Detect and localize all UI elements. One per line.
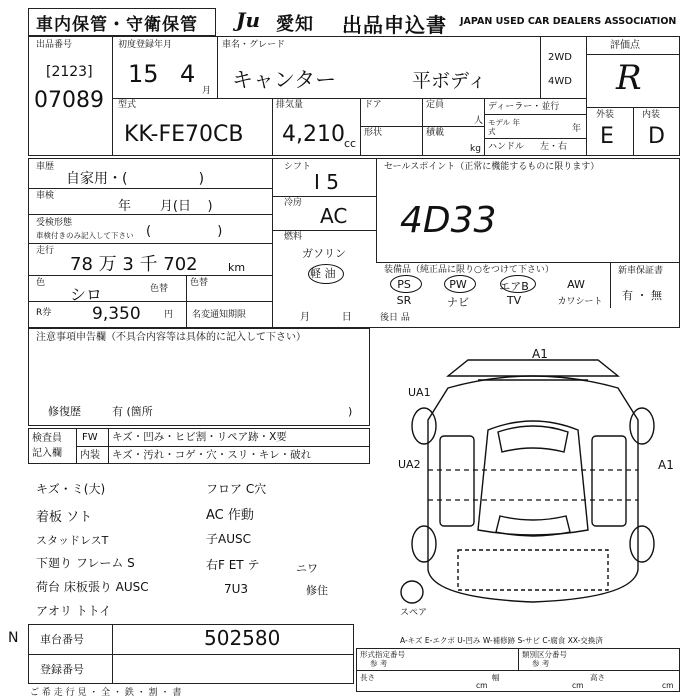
ac-label: 冷房 <box>284 198 303 208</box>
rating-value: R <box>616 58 642 98</box>
width-label: 幅 <box>492 673 500 682</box>
fw-label: FW <box>82 432 98 443</box>
size-left-label: 形式指定番号 <box>360 650 405 659</box>
equip-aw: AW <box>567 278 585 291</box>
note-right-4: 右F ET テ <box>206 558 260 572</box>
diagram-wheel-fl <box>412 408 436 444</box>
diagram-label-a1-right: A1 <box>658 458 674 472</box>
interior-inspect-label: 内装 <box>80 450 100 461</box>
model-year-label: モデル 年式 <box>488 118 521 136</box>
note-right-2: AC 作動 <box>206 508 254 523</box>
note-left-1: キズ・ミ(大) <box>36 482 106 496</box>
color-label: 色 <box>36 278 46 288</box>
diagram-left-door <box>440 436 474 526</box>
vehicle-diagram <box>388 340 678 630</box>
fuel-label: 燃料 <box>284 232 303 242</box>
diagram-bed <box>458 550 608 590</box>
door-label: ドア <box>364 100 382 110</box>
repair-value: 有 (箇所 <box>112 405 153 418</box>
org-english: JAPAN USED CAR DEALERS ASSOCIATION <box>460 16 677 27</box>
size-right-label: 類別区分番号 <box>522 650 567 659</box>
diagram-roof <box>478 421 588 535</box>
recycle-unit: 円 <box>164 310 174 320</box>
notice-label: 名変通知期限 <box>192 310 247 320</box>
exterior-value: E <box>600 124 614 149</box>
diagram-wheel-fr <box>630 408 654 444</box>
load-unit: kg <box>470 144 481 154</box>
displacement-unit: cc <box>344 137 357 150</box>
shift-label: シフト <box>284 162 312 172</box>
form-title: 出品申込書 <box>342 13 447 37</box>
warranty-options: 有 ・ 無 <box>622 289 662 302</box>
chassis-label: 車台番号 <box>40 633 84 646</box>
receipt-value: ( ) <box>146 224 223 239</box>
length-unit: cm <box>476 681 488 690</box>
note-left-5: 荷台 床板張り AUSC <box>36 580 149 594</box>
registration-month: 4 <box>180 60 196 88</box>
lot-bracket-number: [2123] <box>46 64 93 80</box>
chassis-value: 502580 <box>204 626 281 650</box>
note-right-5: 7U3 <box>224 582 249 596</box>
shape-label: 形状 <box>364 128 383 138</box>
registration-month-unit: 月 <box>202 86 212 96</box>
handle-options: 左・右 <box>540 142 568 152</box>
fuel-diesel: 軽 油 <box>310 267 336 280</box>
capacity-label: 定員 <box>426 100 445 110</box>
dealer-label: ディーラー・並行 <box>488 102 560 112</box>
spare-label: スペア <box>400 608 428 618</box>
size-left-note: 参 考 <box>370 659 388 668</box>
note-right-3: 子AUSC <box>206 532 251 546</box>
equipment-label: 装備品（純正品に限り○をつけて下さい） <box>384 265 554 275</box>
equip-ps: PS <box>397 278 411 291</box>
entry-label: 記入欄 <box>32 448 62 459</box>
displacement-value: 4,210 <box>282 122 345 147</box>
notes-label: 注意事項申告欄（不具合内容等は具体的に記入して下さい） <box>36 332 306 343</box>
size-right-note: 参 考 <box>532 659 550 668</box>
handle-label: ハンドル <box>488 142 525 152</box>
warranty-label: 新車保証書 <box>618 266 664 276</box>
notice-value: 月 日 <box>300 312 352 323</box>
history-label: 車歴 <box>36 162 55 172</box>
drive-4wd: 4WD <box>548 76 572 87</box>
note-right-7: 修住 <box>306 584 328 597</box>
inspection-label: 車検 <box>36 191 55 201</box>
displacement-label: 排気量 <box>276 100 304 110</box>
note-left-3: スタッドレスT <box>36 534 109 547</box>
equip-pw-circle <box>444 275 476 293</box>
height-unit: cm <box>662 681 674 690</box>
equip-navi: ナビ <box>447 296 469 309</box>
sales-point-label: セールスポイント（正常に機能するものに限ります） <box>384 162 600 172</box>
diagram-label-ua2: UA2 <box>398 458 421 471</box>
repair-label: 修復歴 <box>48 405 81 418</box>
diagram-windshield <box>498 426 568 452</box>
receipt-note: 車検付きのみ記入して下さい <box>36 231 134 240</box>
mileage-unit: km <box>228 261 246 274</box>
note-right-6: ニワ <box>296 562 318 575</box>
rating-label: 評価点 <box>610 40 640 51</box>
color-no-label: 色替 <box>150 284 169 294</box>
width-unit: cm <box>572 681 584 690</box>
bottom-strip: ご 希 走 行 見 ・ 全 ・ 鉄 ・ 割 ・ 書 <box>30 688 182 698</box>
load-label: 積載 <box>426 128 445 138</box>
interior-label: 内装 <box>642 110 661 120</box>
reg-label: 登録番号 <box>40 663 84 676</box>
type-value: KK-FE70CB <box>124 122 244 147</box>
history-value: 自家用・( ) <box>66 171 205 187</box>
seller-note-label: 後日 品 <box>380 313 410 323</box>
note-left-6: アオリ トトイ <box>36 604 112 618</box>
lot-label: 出品番号 <box>36 40 73 50</box>
registration-year: 15 <box>128 60 159 88</box>
exterior-label: 外装 <box>596 110 615 120</box>
n-mark: N <box>8 630 19 646</box>
diagram-label-ua1: UA1 <box>408 386 431 399</box>
diagram-top-line <box>448 360 618 376</box>
name-grade-label: 車名・グレード <box>222 40 286 50</box>
mileage-value: 78 万 3 千 702 <box>70 254 198 275</box>
diagram-label-a1-top: A1 <box>532 347 548 361</box>
diagram-wheel-rl <box>412 526 436 562</box>
diagram-spare <box>401 581 423 603</box>
diagram-right-door <box>592 436 626 526</box>
equip-ps-circle <box>390 275 422 293</box>
capacity-unit: 人 <box>474 116 484 126</box>
interior-value: D <box>648 124 665 149</box>
diagram-wheel-rr <box>630 526 654 562</box>
fw-items: キズ・凹み・ヒビ割・リペア跡・X要 <box>112 431 287 443</box>
fuel-gasoline: ガソリン <box>302 247 346 260</box>
car-grade: 平ボディ <box>412 70 487 92</box>
lot-number: 07089 <box>34 88 104 113</box>
receipt-label: 受検形態 <box>36 218 73 228</box>
registration-label: 初度登録年月 <box>118 40 173 50</box>
equip-pw: PW <box>449 278 467 291</box>
equip-airbag-circle <box>500 275 536 293</box>
model-year-unit: 年 <box>572 124 582 134</box>
interior-items: キズ・汚れ・コゲ・穴・スリ・キレ・破れ <box>112 449 312 461</box>
sales-point-value: 4D33 <box>400 200 497 241</box>
inspection-value: 年 月(日 ) <box>118 199 213 214</box>
diagram-rear-window <box>496 516 570 536</box>
shift-value: I 5 <box>314 170 339 194</box>
damage-legend: A-キズ E-エクボ U-凹み W-補修跡 S-サビ C-腐食 XX-交換済 <box>400 636 603 645</box>
color-code-label: 色替 <box>190 278 209 288</box>
car-name: キャンター <box>232 68 337 92</box>
length-label: 長さ <box>360 673 375 682</box>
equip-sr: SR <box>396 294 412 307</box>
equip-airbag: エアB <box>499 280 529 293</box>
diagram-body-outline <box>428 376 638 602</box>
org-name: 愛知 <box>276 14 314 35</box>
fuel-diesel-circle <box>308 264 344 284</box>
note-right-1: フロア C穴 <box>206 482 267 496</box>
equip-leather: カワシート <box>557 297 603 307</box>
mileage-label: 走行 <box>36 246 55 256</box>
recycle-value: 9,350 <box>92 304 141 324</box>
color-value: シロ <box>70 285 103 304</box>
ju-logo: Ju <box>236 8 261 32</box>
recycle-label: R券 <box>36 308 52 318</box>
type-label: 型式 <box>118 100 137 110</box>
repair-close: ) <box>348 405 353 418</box>
inspector-label: 検査員 <box>32 433 62 444</box>
equip-tv: TV <box>506 294 522 307</box>
ac-value: AC <box>320 204 348 228</box>
height-label: 高さ <box>590 673 605 682</box>
note-left-4: 下廻り フレーム S <box>36 556 135 570</box>
note-left-2: 着板 ソト <box>36 510 93 525</box>
drive-2wd: 2WD <box>548 52 572 63</box>
storage-label: 車内保管・守衛保管 <box>36 15 198 35</box>
